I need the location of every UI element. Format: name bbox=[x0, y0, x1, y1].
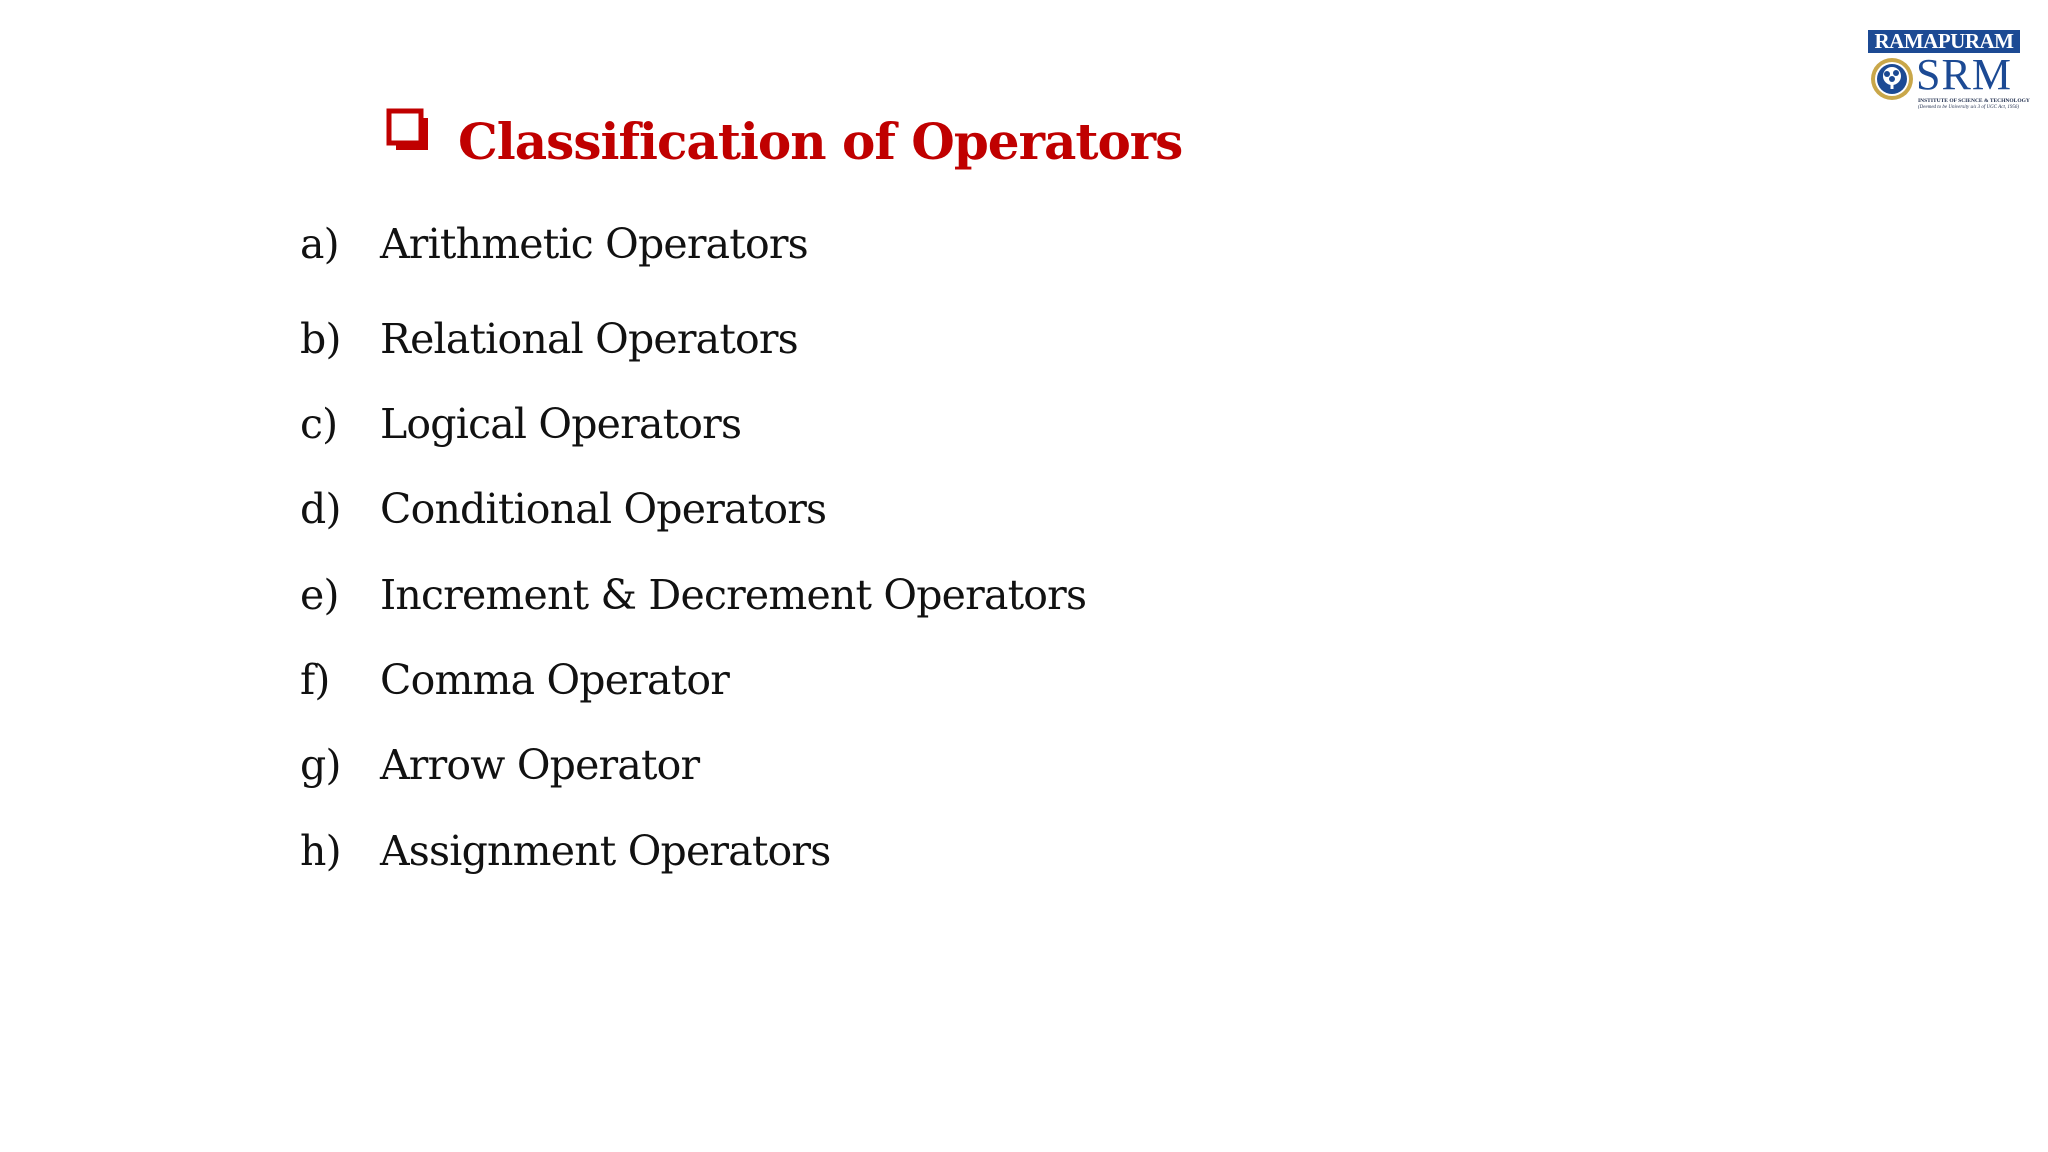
list-marker: b) bbox=[300, 315, 341, 363]
list-item-label: Logical Operators bbox=[380, 400, 742, 448]
checkbox-icon bbox=[386, 108, 432, 154]
logo-name: SRM bbox=[1916, 50, 2012, 99]
list-item bbox=[300, 214, 808, 274]
list-marker: g) bbox=[300, 741, 341, 789]
list-item bbox=[300, 735, 699, 795]
list-marker: d) bbox=[300, 485, 341, 533]
logo-banner: RAMAPURAM bbox=[1868, 30, 2020, 53]
list-marker: e) bbox=[300, 571, 339, 619]
srm-seal-icon bbox=[1870, 57, 1914, 101]
logo-subtitle: INSTITUTE OF SCIENCE & TECHNOLOGY bbox=[1918, 98, 2030, 104]
slide-title-row bbox=[386, 104, 1182, 178]
list-item-label: Assignment Operators bbox=[380, 827, 831, 875]
list-item bbox=[300, 309, 798, 369]
list-item bbox=[300, 821, 830, 881]
list-item-label: Arithmetic Operators bbox=[380, 220, 808, 268]
list-marker: a) bbox=[300, 220, 339, 268]
list-item-label: Relational Operators bbox=[380, 315, 798, 363]
list-item-label: Increment & Decrement Operators bbox=[380, 571, 1087, 619]
list-item bbox=[300, 394, 741, 454]
list-item bbox=[300, 650, 729, 710]
slide-title: Classification of Operators bbox=[458, 111, 1183, 171]
list-marker: c) bbox=[300, 400, 338, 448]
logo-tagline: (Deemed to be University u/s 3 of UGC Act, 1956) bbox=[1918, 105, 2019, 110]
list-item-label: Comma Operator bbox=[380, 656, 730, 704]
list-marker: h) bbox=[300, 827, 341, 875]
list-item-label: Arrow Operator bbox=[380, 741, 700, 789]
list-item bbox=[300, 479, 826, 539]
list-marker: f) bbox=[300, 656, 330, 704]
list-item-label: Conditional Operators bbox=[380, 485, 827, 533]
srm-logo bbox=[1868, 29, 2030, 110]
list-item bbox=[300, 565, 1086, 625]
